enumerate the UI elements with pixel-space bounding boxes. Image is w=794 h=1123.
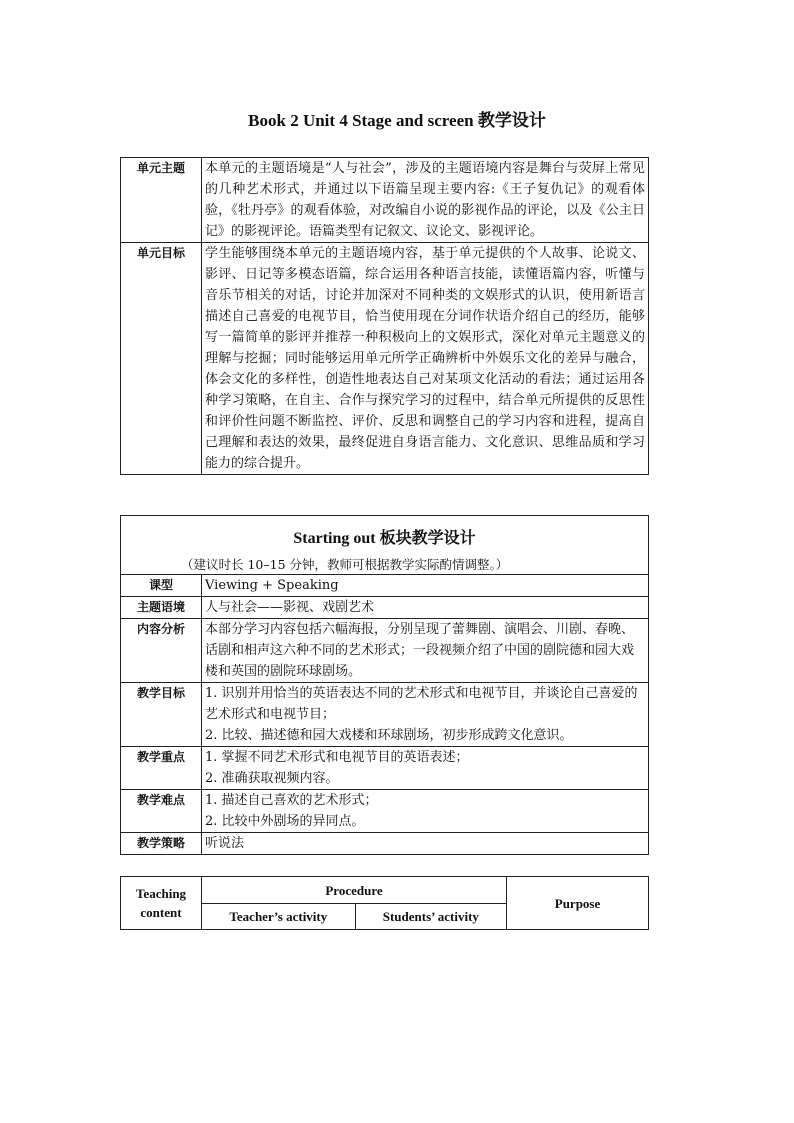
row-label-content-analysis: 内容分析 — [121, 619, 202, 683]
row-label-unit-theme: 单元主题 — [121, 158, 202, 243]
cell-line: 2. 准确获取视频内容。 — [205, 771, 339, 786]
document-title: Book 2 Unit 4 Stage and screen 教学设计 — [248, 111, 546, 130]
cell-line: 人与社会——影视、戏剧艺术 — [205, 600, 375, 615]
table-row — [121, 683, 649, 747]
cell-line: 听说法 — [205, 836, 245, 851]
cell-line: 2. 比较、描述德和园大戏楼和环球剧场，初步形成跨文化意识。 — [205, 728, 573, 743]
teaching-goals-value — [202, 683, 649, 747]
key-points-value — [202, 747, 649, 790]
header-purpose: Purpose — [507, 877, 649, 930]
cell-line: 1. 掌握不同艺术形式和电视节目的英语表述； — [205, 750, 469, 765]
unit-overview-table — [120, 157, 649, 475]
unit-goals-content: 学生能够围绕本单元的主题语境内容，基于单元提供的个人故事、论说文、影评、日记等多模态语篇，综合运用各种语言技能，读懂语篇内容，听懂与音乐节相关的对话，讨论并加深对不同种类的文娱形式的认识，使用新语言描述自己喜爱的电视节目，恰当使用现在分词作状语介绍自己的经历，能够写一篇简单的影评并推荐一种积极向上的文娱形式，深化对单元主题意义的理解与挖掘；同时能够运用单元所学正确辨析中外娱乐文化的差异与融合，体会文化的多样性，创造性地表达自己对某项文化活动的看法；通过运用各种学习策略，在自主、合作与探究学习的过程中，结合单元所提供的反思性和评价性问题不断监控、评价、反思和调整自己的学习内容和进程，提高自己理解和表达的效果，最终促进自身语言能力、文化意识、思维品质和学习能力的综合提升。 — [202, 243, 649, 475]
unit-theme-content: 本单元的主题语境是“人与社会”，涉及的主题语境内容是舞台与荧屏上常见的几种艺术形式，并通过以下语篇呈现主要内容:《王子复仇记》的观看体验，《牡丹亭》的观看体验，对改编自小说的影视作品的评论，以及《公主日记》的影视评论。语篇类型有记叙文、议论文、影视评论。 — [202, 158, 649, 243]
row-label-key-points: 教学重点 — [121, 747, 202, 790]
table-header-row — [121, 516, 649, 575]
cell-line: 2. 比较中外剧场的异同点。 — [205, 814, 365, 829]
header-students-activity: Students’ activity — [355, 904, 506, 930]
content-analysis-value — [202, 619, 649, 683]
starting-out-table — [120, 515, 649, 855]
row-label-unit-goals: 单元目标 — [121, 243, 202, 475]
row-label-strategy: 教学策略 — [121, 833, 202, 855]
table-row — [121, 619, 649, 683]
table-row — [121, 597, 649, 619]
row-label-teaching-goals: 教学目标 — [121, 683, 202, 747]
table-row — [121, 790, 649, 833]
table-row — [121, 833, 649, 855]
difficulties-value — [202, 790, 649, 833]
cell-line: 1. 描述自己喜欢的艺术形式； — [205, 793, 378, 808]
table-row — [121, 158, 649, 243]
row-label-difficulties: 教学难点 — [121, 790, 202, 833]
header-teaching-content: Teaching content — [121, 877, 202, 930]
cell-line: 1. 识别并用恰当的英语表达不同的艺术形式和电视节目，并谈论自己喜爱的艺术形式和电视节目； — [205, 686, 638, 722]
starting-out-header-cell — [121, 516, 649, 575]
row-label-theme-context: 主题语境 — [121, 597, 202, 619]
cell-line: 本部分学习内容包括六幅海报，分别呈现了蕾舞剧、演唱会、川剧、春晚、话剧和相声这六种不同的艺术形式；一段视频介绍了中国的剧院德和园大戏楼和英国的剧院环球剧场。 — [205, 622, 635, 679]
procedure-table — [120, 876, 649, 930]
header-teachers-activity: Teacher’s activity — [202, 904, 356, 930]
cell-line: Viewing + Speaking — [205, 578, 339, 593]
table-row — [121, 575, 649, 597]
header-procedure: Procedure — [202, 877, 507, 904]
table-header-row — [121, 877, 649, 904]
row-label-lesson-type: 课型 — [121, 575, 202, 597]
suggested-duration-note: （建议时长 10–15 分钟，教师可根据教学实际酌情调整。） — [181, 557, 509, 572]
theme-context-value — [202, 597, 649, 619]
strategy-value — [202, 833, 649, 855]
table-row — [121, 243, 649, 475]
starting-out-title: Starting out 板块教学设计 — [293, 530, 476, 547]
lesson-type-value — [202, 575, 649, 597]
table-row — [121, 747, 649, 790]
